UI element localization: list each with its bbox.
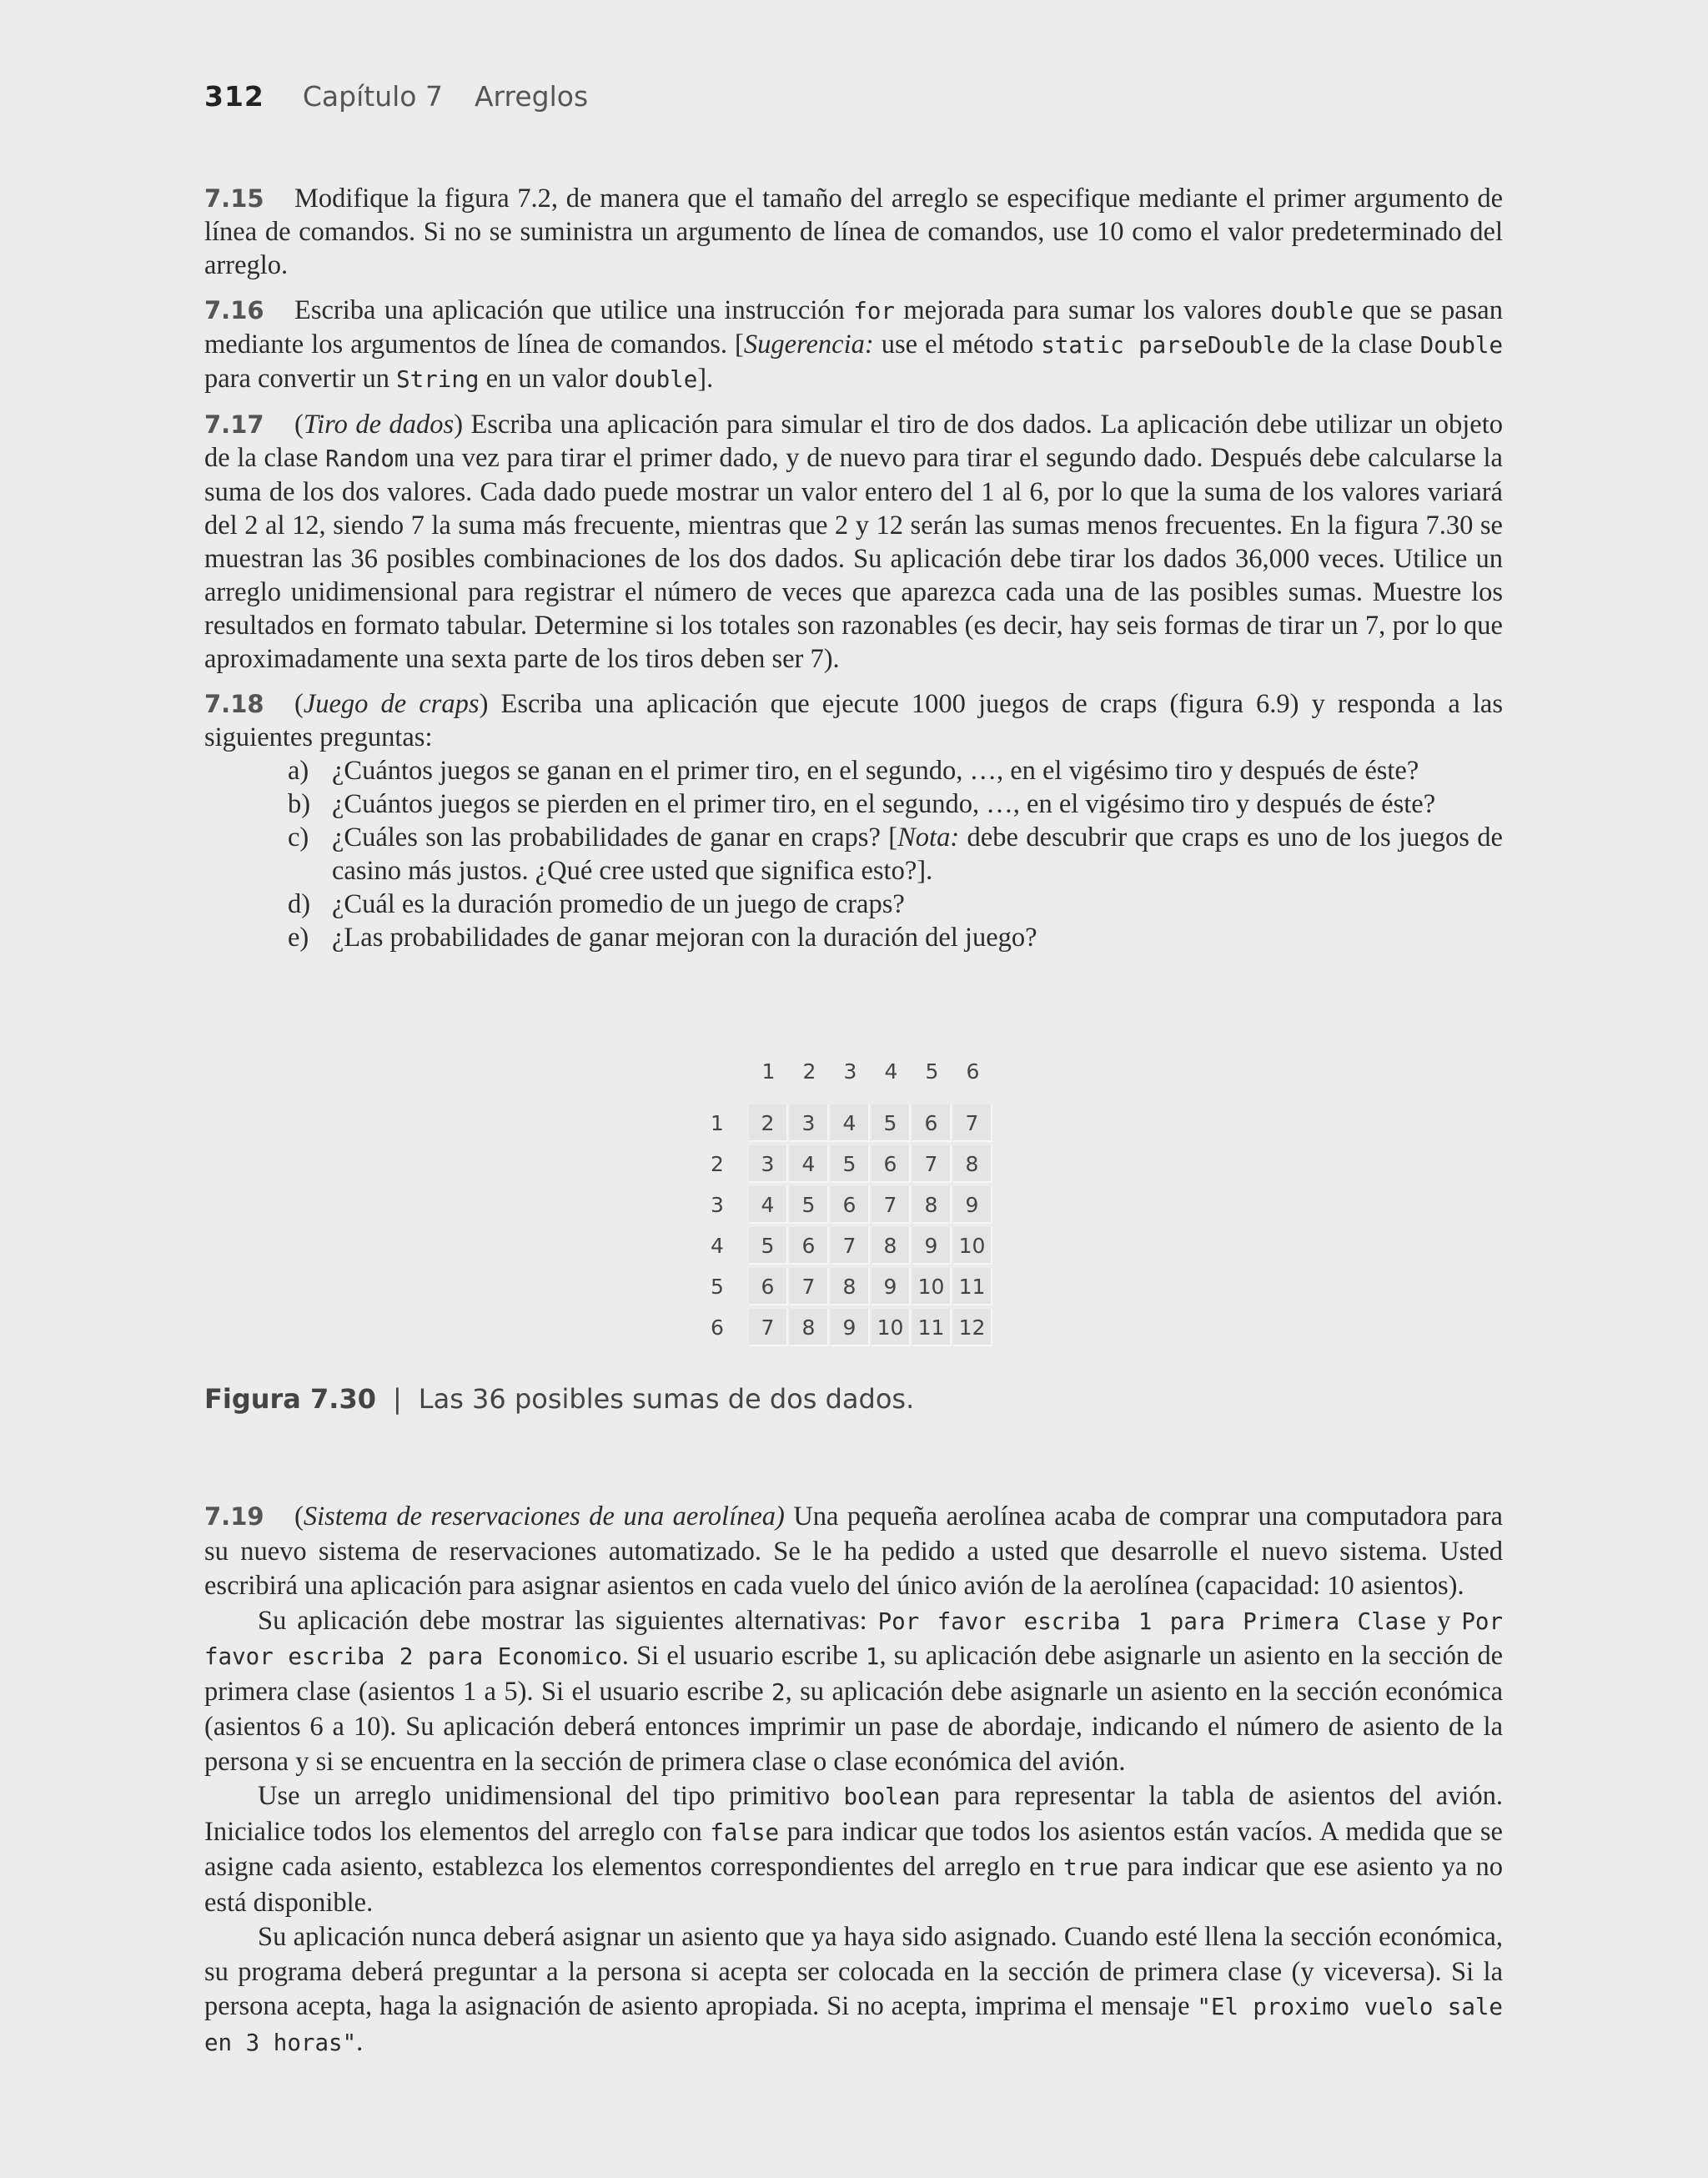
text-run: ¿Cuáles son las probabilidades de ganar en craps? [ <box>332 822 898 853</box>
text-run: Escriba una aplicación que ejecute 1000 juegos de craps (figura 6.9) y responda a las siguientes preguntas: <box>204 689 1504 752</box>
text-run: Su aplicación debe mostrar las siguientes alternativas: <box>258 1605 878 1636</box>
table-cell: 9 <box>953 1186 992 1224</box>
table-cell: 10 <box>953 1227 992 1265</box>
text-run: ) <box>454 410 464 440</box>
row-header: 2 <box>711 1152 724 1176</box>
column-header: 2 <box>802 1059 816 1084</box>
question-label: a) <box>288 756 309 786</box>
text-run: Su aplicación nunca deberá asignar un asiento que ya haya sido asignado. Cuando esté llena la sección económica, su programa deberá preguntar a la persona si acepta ser colocada en la sección de primera clase (y viceversa). Si la persona acepta, haga la asignación de asiento apropiada. Si no acepta, imprima el mensaje <box>204 1922 1503 2021</box>
column-header: 6 <box>966 1059 980 1084</box>
column-header: 4 <box>884 1059 898 1084</box>
text-run: ]. <box>697 364 714 394</box>
dice-sum-table <box>701 1059 993 1348</box>
table-cell: 6 <box>872 1145 911 1183</box>
table-cell: 6 <box>749 1268 788 1305</box>
text-run: ( <box>294 1501 304 1532</box>
question-text <box>332 821 1503 888</box>
chapter-label: Capítulo 7 <box>302 80 443 113</box>
table-cell: 7 <box>790 1268 829 1305</box>
exercise-number: 7.16 <box>204 296 264 324</box>
text-run: ) <box>479 689 489 719</box>
text-run: use el método <box>873 329 1042 360</box>
code-run: String <box>396 366 480 393</box>
table-cell: 4 <box>749 1186 788 1224</box>
code-run: static parseDouble <box>1041 332 1291 359</box>
table-cell: 7 <box>831 1227 870 1265</box>
code-run: 2 <box>771 1678 786 1706</box>
exercises-block-1 <box>204 182 1503 954</box>
exercise-number: 7.19 <box>204 1502 264 1531</box>
question-item <box>204 921 1503 954</box>
table-cell: 7 <box>872 1186 911 1224</box>
question-text: ¿Cuántos juegos se ganan en el primer tiro, en el segundo, …, en el vigésimo tiro y después de éste? <box>332 756 1419 786</box>
figure-caption <box>204 1383 914 1415</box>
text-run: mejorada para sumar los valores <box>894 295 1271 325</box>
code-run: "El proximo vuelo sale en 3 horas" <box>204 1994 1503 2056</box>
text-run: en un valor <box>479 364 615 394</box>
page-header <box>204 80 588 113</box>
text-run: Escriba una aplicación para simular el tiro de dos dados. La aplicación debe utilizar un objeto de la clase <box>204 410 1503 473</box>
table-cell: 2 <box>749 1104 788 1142</box>
table-row <box>701 1185 993 1225</box>
table-cell: 6 <box>790 1227 829 1265</box>
question-item <box>204 821 1503 888</box>
table-cell: 10 <box>872 1309 911 1346</box>
table-cell: 6 <box>912 1104 952 1142</box>
table-cell: 3 <box>790 1104 829 1142</box>
text-run: para indicar que ese asiento ya no está disponible. <box>204 1852 1503 1918</box>
text-run: una vez para tirar el primer dado, y de nuevo para tirar el segundo dado. Después debe calcularse la suma de los dos valores. Cada dado puede mostrar un valor entero del 1 al 6, por lo que la suma de los valores variará del 2 al 12, siendo 7 la suma más frecuente, mientras que 2 y 12 serán las sumas menos frecuentes. En la figura 7.30 se muestran las 36 posibles combinaciones de los dos dados. Su aplicación debe tirar los dados 36,000 veces. Utilice un arreglo unidimensional para registrar el número de veces que aparezca cada una de las posibles sumas. Muestre los resultados en formato tabular. Determine si los totales son razonables (es decir, hay seis formas de tirar un 7, por lo que aproximadamente una sexta parte de los tiros deben ser 7). <box>204 443 1503 674</box>
column-header: 3 <box>843 1059 857 1084</box>
paragraph <box>204 1779 1503 1920</box>
table-cell: 9 <box>831 1309 870 1346</box>
exercise-title: Juego de craps <box>303 689 480 719</box>
table-row <box>701 1103 993 1144</box>
text-run: que se pasan mediante los argumentos de línea de comandos. [ <box>204 295 1503 360</box>
row-header: 4 <box>711 1234 724 1258</box>
question-label: e) <box>288 923 309 953</box>
question-item <box>204 787 1503 821</box>
column-headers <box>748 1059 993 1084</box>
table-row <box>701 1266 993 1307</box>
text-run: ( <box>294 689 304 719</box>
table-cell: 8 <box>872 1227 911 1265</box>
exercise-7-16 <box>204 294 1503 396</box>
question-item <box>204 754 1503 787</box>
paragraph <box>204 1604 1503 1780</box>
text-run: para convertir un <box>204 364 397 394</box>
question-label: c) <box>288 822 309 853</box>
exercise-7-15 <box>204 182 1503 282</box>
text-run: . Si el usuario escribe <box>621 1641 866 1671</box>
table-row <box>701 1225 993 1266</box>
table-cell: 8 <box>790 1309 829 1346</box>
exercise-7-17 <box>204 408 1503 676</box>
paragraph <box>204 1500 1503 1604</box>
table-cell: 5 <box>831 1145 870 1183</box>
code-run: double <box>1270 298 1354 324</box>
table-cell: 11 <box>912 1309 952 1346</box>
table-cell: 10 <box>912 1268 952 1305</box>
question-text: ¿Las probabilidades de ganar mejoran con la duración del juego? <box>332 923 1037 953</box>
exercise-7-18 <box>204 687 1503 754</box>
table-cell: 7 <box>749 1309 788 1346</box>
exercise-text: Modifique la figura 7.2, de manera que el tamaño del arreglo se especifique mediante el primer argumento de línea de comandos. Si no se suministra un argumento de línea de comandos, use 10 como el valor predeterminado del arreglo. <box>204 184 1503 280</box>
text-run: para indicar que todos los asientos están vacíos. A medida que se asigne cada asiento, establezca los elementos correspondientes del arreglo en <box>204 1816 1503 1882</box>
code-run: for <box>853 298 895 324</box>
code-run: 1 <box>865 1643 880 1670</box>
table-row <box>701 1144 993 1185</box>
column-header: 5 <box>925 1059 939 1084</box>
table-cell: 5 <box>749 1227 788 1265</box>
exercise-title: Tiro de dados <box>303 410 455 440</box>
table-cell: 5 <box>872 1104 911 1142</box>
code-run: boolean <box>843 1783 941 1810</box>
code-run: double <box>614 366 698 393</box>
text-run: de la clase <box>1290 329 1420 360</box>
page-number: 312 <box>204 80 264 113</box>
question-text: ¿Cuál es la duración promedio de un juego de craps? <box>332 889 905 919</box>
question-label: b) <box>288 789 311 819</box>
question-text: ¿Cuántos juegos se pierden en el primer tiro, en el segundo, …, en el vigésimo tiro y después de éste? <box>332 789 1436 819</box>
code-run: Por favor escriba 2 para Economico <box>204 1607 1503 1670</box>
hint-label: Sugerencia: <box>743 329 874 360</box>
table-cell: 8 <box>912 1186 952 1224</box>
row-header: 3 <box>711 1193 724 1217</box>
text-run: debe descubrir que craps es uno de los juegos de casino más justos. ¿Qué cree usted que significa esto?]. <box>332 822 1503 886</box>
question-label: d) <box>288 889 311 919</box>
table-cell: 8 <box>831 1268 870 1305</box>
caption-separator: | <box>392 1383 402 1415</box>
table-cell: 9 <box>872 1268 911 1305</box>
text-run: , su aplicación debe asignarle un asiento en la sección económica (asientos 6 a 10). Su aplicación deberá entonces imprimir un pase de abordaje, indicando el número de asiento de la persona y si se encuentra en la sección de primera clase o clase económica del avión. <box>204 1676 1503 1777</box>
exercise-number: 7.18 <box>204 690 264 718</box>
row-header: 5 <box>711 1275 724 1299</box>
exercise-title: Sistema de reservaciones de una aerolínea) <box>303 1501 785 1532</box>
row-header: 6 <box>711 1315 724 1340</box>
text-run: Escriba una aplicación que utilice una instrucción <box>294 295 854 325</box>
text-run: Use un arreglo unidimensional del tipo primitivo <box>258 1781 844 1811</box>
table-cell: 11 <box>953 1268 992 1305</box>
table-cell: 12 <box>953 1309 992 1346</box>
text-run: Una pequeña aerolínea acaba de comprar una computadora para su nuevo sistema de reservaciones automatizado. Se le ha pedido a usted que desarrolle el nuevo sistema. Usted escribirá una aplicación para asignar asientos en cada vuelo del único avión de la aerolínea (capacidad: 10 asientos). <box>204 1501 1503 1601</box>
table-cell: 7 <box>953 1104 992 1142</box>
code-run: Double <box>1419 332 1503 359</box>
exercise-number: 7.17 <box>204 410 264 439</box>
text-run: ( <box>294 410 304 440</box>
row-header: 1 <box>711 1111 724 1135</box>
question-list <box>204 754 1503 954</box>
table-row <box>701 1307 993 1348</box>
table-cell: 4 <box>831 1104 870 1142</box>
exercise-number: 7.15 <box>204 184 264 213</box>
table-cell: 9 <box>912 1227 952 1265</box>
exercise-7-19 <box>204 1500 1503 2060</box>
text-run: , su aplicación debe asignarle un asiento en la sección de primera clase (asientos 1 a 5). Si el usuario escribe <box>204 1641 1503 1707</box>
caption-text: Las 36 posibles sumas de dos dados. <box>418 1383 915 1415</box>
text-run: . <box>356 2026 364 2057</box>
table-cell: 6 <box>831 1186 870 1224</box>
code-run: Random <box>325 445 409 472</box>
code-run: Por favor escriba 1 para Primera Clase <box>877 1607 1427 1635</box>
code-run: false <box>710 1818 780 1846</box>
code-run: true <box>1062 1854 1119 1881</box>
question-item <box>204 888 1503 921</box>
table-cell: 5 <box>790 1186 829 1224</box>
text-run: para representar la tabla de asientos del avión. Inicialice todos los elementos del arreglo con <box>204 1781 1504 1847</box>
note-label: Nota: <box>897 822 960 853</box>
table-cell: 8 <box>953 1145 992 1183</box>
text-run: y <box>1426 1605 1462 1636</box>
table-cell: 3 <box>749 1145 788 1183</box>
paragraph <box>204 1920 1503 2060</box>
table-cell: 4 <box>790 1145 829 1183</box>
chapter-title: Arreglos <box>474 80 589 113</box>
column-header: 1 <box>761 1059 776 1084</box>
table-cell: 7 <box>912 1145 952 1183</box>
caption-label: Figura 7.30 <box>204 1383 376 1415</box>
